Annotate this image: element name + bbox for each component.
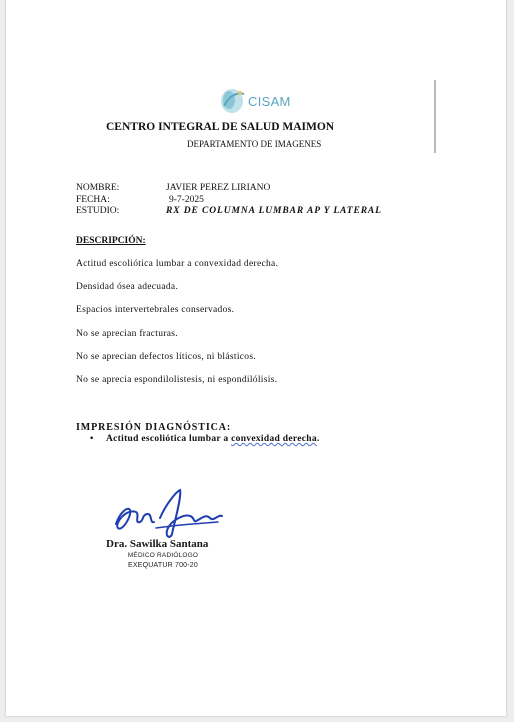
department-name: DEPARTAMENTO DE IMAGENES xyxy=(187,139,322,149)
patient-name-value: JAVIER PEREZ LIRIANO xyxy=(166,183,271,193)
finding-item: No se aprecia espondilolistesis, ni espondilólisis. xyxy=(76,375,278,385)
handwritten-signature xyxy=(110,484,230,542)
doctor-role: MÉDICO RADIÓLOGO xyxy=(127,552,199,559)
cisam-logo xyxy=(218,86,302,116)
date-row xyxy=(76,195,204,205)
study-row xyxy=(76,206,382,216)
doctor-name: Dra. Sawilka Santana xyxy=(106,538,209,550)
finding-item: Espacios intervertebrales conservados. xyxy=(76,305,235,315)
spellcheck-word: xid xyxy=(218,259,232,269)
finding-item: No se aprecian fracturas. xyxy=(76,329,178,339)
patient-name-label: NOMBRE: xyxy=(76,183,120,193)
study-value: RX DE COLUMNA LUMBAR AP Y LATERAL xyxy=(166,206,382,216)
cisam-logo-mark-icon xyxy=(218,86,248,116)
finding-item: Densidad ósea adecuada. xyxy=(76,282,179,292)
document-page xyxy=(6,0,506,716)
organization-name: CENTRO INTEGRAL DE SALUD MAIMON xyxy=(106,121,335,133)
impression-list-item: • Actitud escoliótica lumbar a convexidad derecha. xyxy=(90,434,320,444)
header-divider xyxy=(434,80,436,153)
finding-item: Actitud escoliótica lumbar a convexidad derecha. xyxy=(76,259,279,269)
date-label: FECHA: xyxy=(76,195,110,205)
description-heading: DESCRIPCIÓN: xyxy=(76,236,146,246)
study-label: ESTUDIO: xyxy=(76,206,120,216)
doctor-license: EXEQUATUR 700-20 xyxy=(128,562,198,569)
spellcheck-word: convexidad derecha xyxy=(231,434,317,444)
bullet-icon: • xyxy=(90,434,94,444)
logo-wordmark: CISAM xyxy=(248,94,291,109)
impression-heading: IMPRESIÓN DIAGNÓSTICA: xyxy=(76,422,232,433)
finding-item: No se aprecian defectos líticos, ni blásticos. xyxy=(76,352,256,362)
patient-name-row xyxy=(76,183,270,193)
date-value: 9-7-2025 xyxy=(169,195,204,205)
